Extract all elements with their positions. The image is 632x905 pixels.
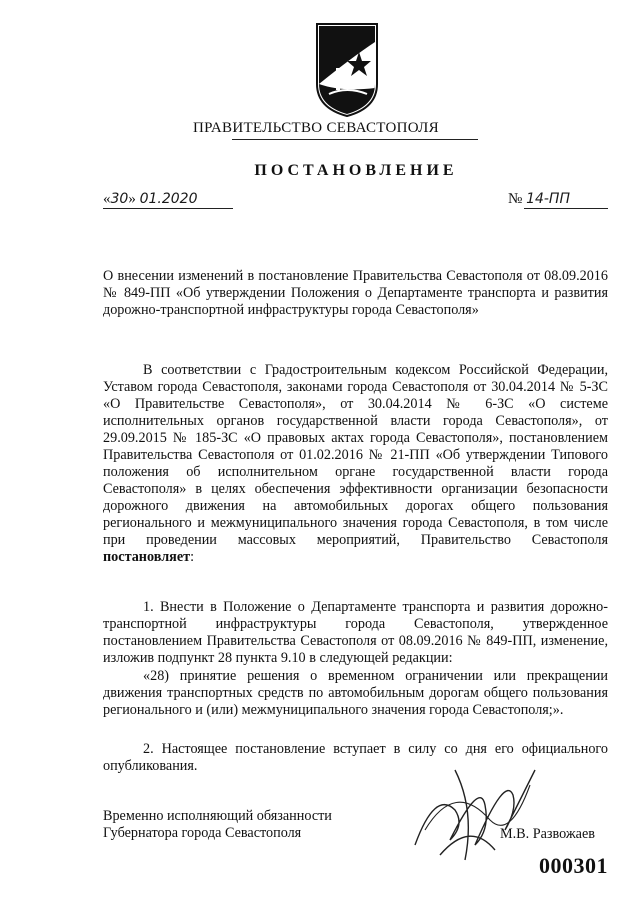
position-line-1: Временно исполняющий обязанности	[103, 808, 332, 824]
signatory-name: М.В. Развожаев	[500, 826, 595, 842]
decree-colon: :	[190, 549, 195, 565]
decree-word: постановляет	[103, 549, 191, 565]
document-subject: О внесении изменений в постановление Правительства Севастополя от 08.09.2016 № 849-ПП «Об утверждении Положения о Департаменте транспорта и развития дорожно-транспортной инфраструктуры города Севастополя»	[103, 268, 608, 318]
signatory-position	[103, 808, 332, 842]
date-month-year: 01.2020	[139, 191, 198, 207]
item-2-paragraph: 2. Настоящее постановление вступает в силу со дня его официального опубликования.	[103, 741, 608, 774]
coat-of-arms-icon	[311, 22, 383, 118]
item-1-quote: «28) принятие решения о временном ограничении или прекращении движения транспортных средств по автомобильным дорогам общего пользования регионального и (или) межмуниципального значения города Севастополя;».	[103, 668, 608, 718]
position-line-2: Губернатора города Севастополя	[103, 825, 302, 841]
number-prefix: №	[508, 191, 527, 207]
title-underline	[232, 139, 478, 140]
item-1-paragraph: 1. Внести в Положение о Департаменте транспорта и развития дорожно-транспортной инфраструктуры города Севастополя, утвержденное постановлением Правительства Севастополя от 08.09.2016 № 849-ПП, изменение, изложив подпункт 28 пункта 9.10 в следующей редакции:	[103, 599, 608, 666]
date-prefix: «	[103, 191, 111, 207]
document-type: ПОСТАНОВЛЕНИЕ	[254, 162, 458, 179]
date-day: 30	[110, 191, 129, 207]
preamble-paragraph	[103, 362, 608, 566]
number-value: 14-ПП	[526, 191, 570, 207]
serial-number: 000301	[539, 853, 608, 878]
document-number	[508, 191, 608, 208]
document-date	[103, 191, 233, 208]
government-title: ПРАВИТЕЛЬСТВО СЕВАСТОПОЛЯ	[193, 120, 439, 136]
number-underline	[524, 208, 608, 209]
handwritten-signature-icon	[395, 750, 545, 870]
date-underline	[103, 208, 233, 209]
date-mid: »	[128, 191, 140, 207]
preamble-text: В соответствии с Градостроительным кодексом Российской Федерации, Уставом города Севастополя, законами города Севастополя от 30.04.2014 № 5-ЗС «О Правительстве Севастополя», от 30.04.2014 № 6-ЗС «О системе исполнительных органов государственной власти города Севастополя», от 29.09.2015 № 185-ЗС «О правовых актах города Севастополя», постановлением Правительства Севастополя от 01.02.2016 № 21-ПП «Об утверждении Типового положения об исполнительном органе государственной власти города Севастополя» в целях обеспечения эффективности организации безопасности дорожного движения на автомобильных дорогах общего пользования регионального и межмуниципального значения города Севастополя, в том числе при проведении массовых мероприятий, Правительство Севастополя	[103, 362, 608, 548]
